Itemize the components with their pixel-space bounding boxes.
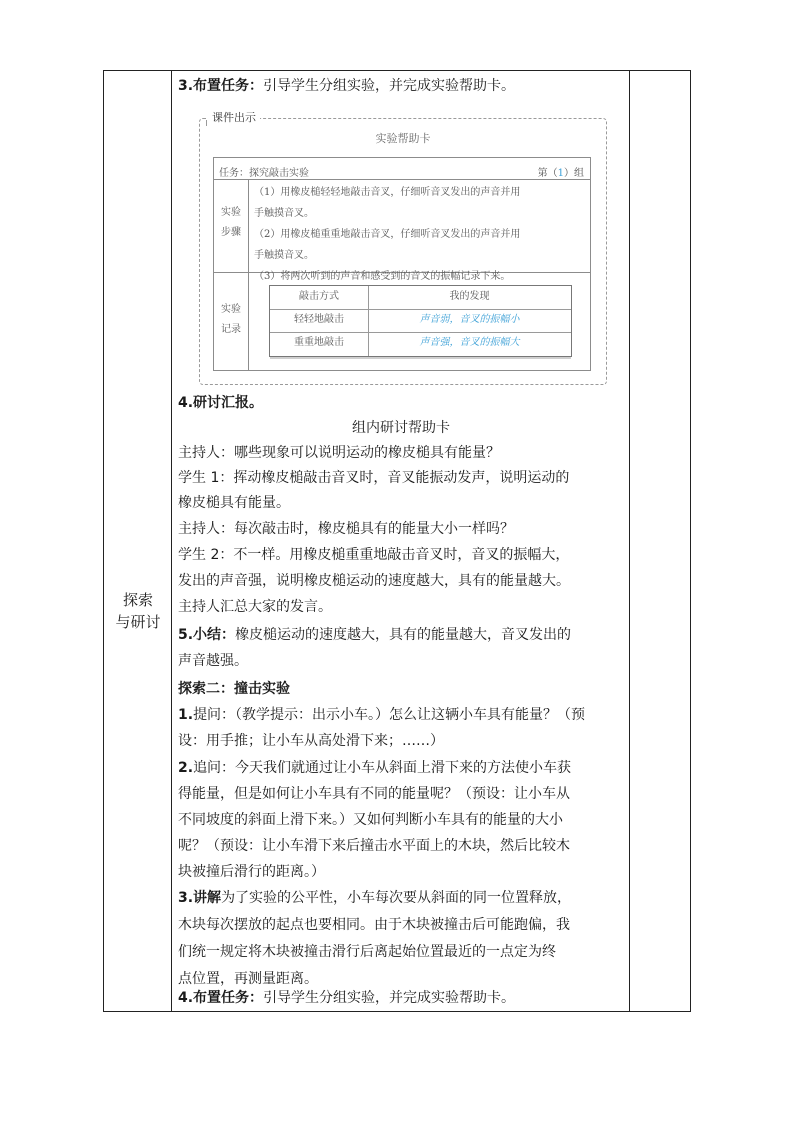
q3: 3.讲解为了实验的公平性，小车每次要从斜面的同一位置释放， xyxy=(178,890,572,906)
explore2-heading: 探索二：撞击实验 xyxy=(178,681,290,697)
q3-cont: 木块每次摆放的起点也要相同。由于木块被撞击后可能跑偏，我 xyxy=(178,917,570,933)
card-title: 实验帮助卡 xyxy=(375,132,431,145)
q2-cont: 不同坡度的斜面上滑下来。）又如何判断小车具有的能量的大小 xyxy=(178,812,563,828)
discussion-line: 学生 1：挥动橡皮槌敲击音叉时，音叉能振动发声，说明运动的 xyxy=(178,470,570,486)
discussion-line: 主持人汇总大家的发言。 xyxy=(178,599,332,615)
summary-cont: 声音越强。 xyxy=(178,653,248,669)
record-method: 重重地敲击 xyxy=(294,337,344,348)
record-method: 轻轻地敲击 xyxy=(294,314,344,325)
section-label: 探索 与研讨 xyxy=(115,591,161,631)
discussion-line: 主持人：每次敲击时，橡皮槌具有的能量大小一样吗？ xyxy=(178,521,514,537)
q1-cont: 设：用手推；让小车从高处滑下来；……） xyxy=(178,733,444,749)
q2-cont: 块被撞后滑行的距离。） xyxy=(178,864,325,880)
discussion-title: 组内研讨帮助卡 xyxy=(352,420,450,436)
q2: 2.追问：今天我们就通过让小车从斜面上滑下来的方法使小车获 xyxy=(178,760,572,776)
record-table xyxy=(269,285,572,357)
q1: 1.提问：（教学提示：出示小车。）怎么让这辆小车具有能量？（预 xyxy=(178,707,586,723)
column-divider xyxy=(629,71,630,1011)
q4: 4.布置任务：引导学生分组实验，并完成实验帮助卡。 xyxy=(178,990,516,1006)
discussion-line: 橡皮槌具有能量。 xyxy=(178,495,290,511)
q2-cont: 得能量，但是如何让小车具有不同的能量呢？（预设：让小车从 xyxy=(178,786,570,802)
card-tag: 课件出示 xyxy=(208,110,260,126)
column-divider xyxy=(171,71,172,1011)
steps-list: （1）用橡皮槌轻轻地敲击音叉，仔细听音叉发出的声音并用 手触摸音叉。 （2）用橡皮槌重重地敲击音叉，仔细听音叉发出的声音并用 手触摸音叉。 （3）将两次听到的声音和感受到的音叉的振幅记录下来。 xyxy=(254,187,521,282)
record-finding: 声音强，音叉的振幅大 xyxy=(419,337,520,348)
record-header: 敲击方式 xyxy=(299,291,339,302)
summary: 5.小结：橡皮槌运动的速度越大，具有的能量越大，音叉发出的 xyxy=(178,627,572,643)
discussion-line: 主持人：哪些现象可以说明运动的橡皮槌具有能量？ xyxy=(178,445,500,461)
discussion-line: 发出的声音强，说明橡皮槌运动的速度越大，具有的能量越大。 xyxy=(178,573,570,589)
lesson-table xyxy=(103,70,691,1012)
card-group: 第（1）组 xyxy=(537,168,584,179)
task-3: 3.布置任务：引导学生分组实验，并完成实验帮助卡。 xyxy=(178,78,516,94)
report-heading: 4.研讨汇报。 xyxy=(178,395,264,411)
experiment-help-card xyxy=(213,157,591,371)
q2-cont: 呢？（预设：让小车滑下来后撞击水平面上的木块，然后比较木 xyxy=(178,838,570,854)
discussion-line: 学生 2：不一样。用橡皮槌重重地敲击音叉时，音叉的振幅大， xyxy=(178,547,570,563)
record-finding: 声音弱，音叉的振幅小 xyxy=(419,314,520,325)
steps-label: 实验 步骤 xyxy=(221,207,241,238)
q3-cont: 点位置，再测量距离。 xyxy=(178,971,318,987)
record-header: 我的发现 xyxy=(449,291,490,302)
record-label: 实验 记录 xyxy=(221,304,241,335)
card-task: 任务：探究敲击实验 xyxy=(219,168,309,179)
q3-cont: 们统一规定将木块被撞击滑行后离起始位置最近的一点定为终 xyxy=(178,944,556,960)
courseware-card xyxy=(199,111,607,385)
